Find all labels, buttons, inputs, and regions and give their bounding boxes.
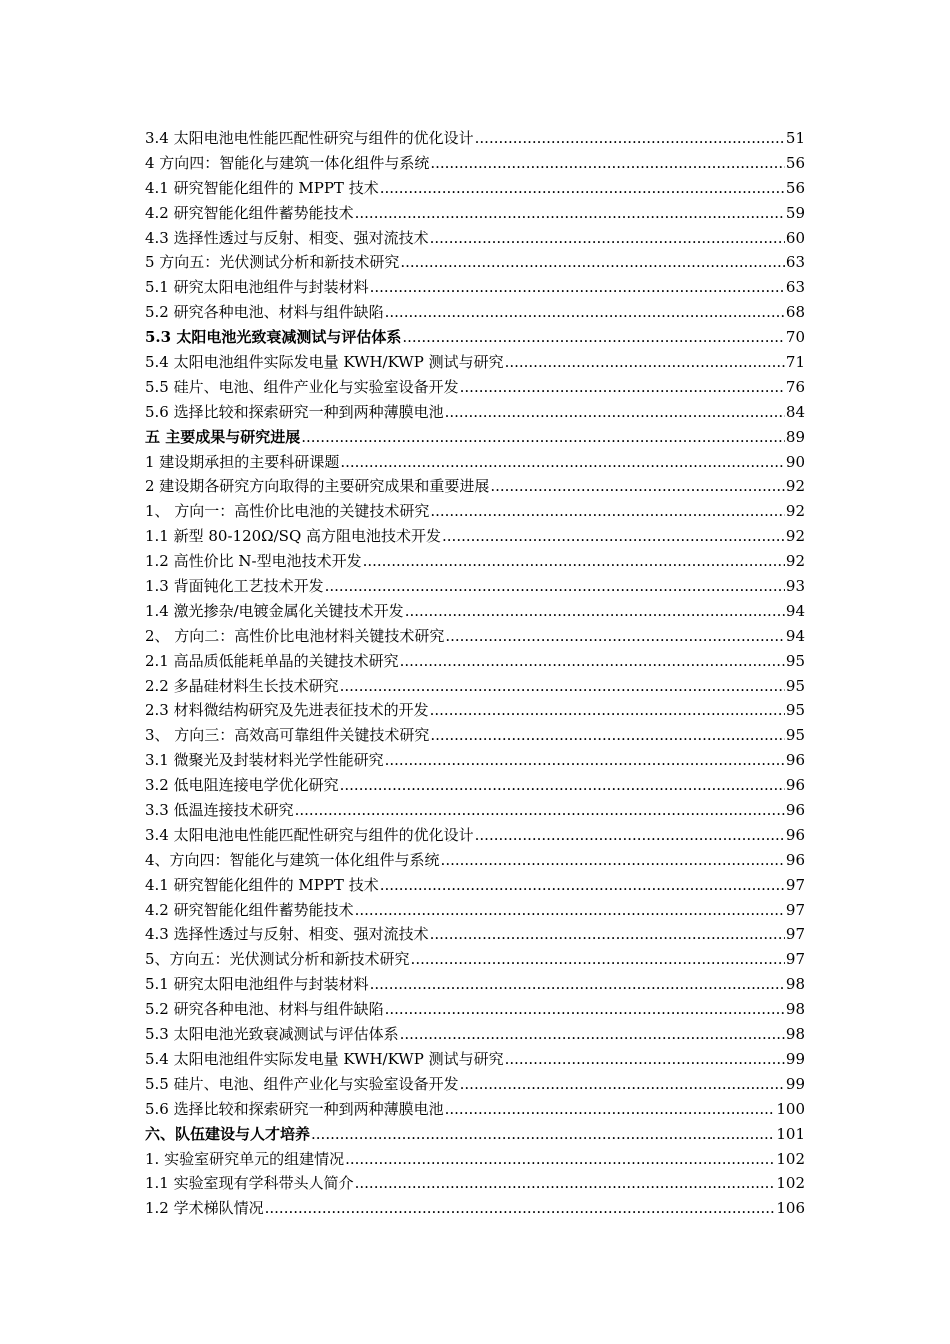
toc-entry-title: 五 主要成果与研究进展	[145, 427, 301, 446]
toc-entry[interactable]	[145, 1097, 805, 1122]
toc-entry-title: 5.4 太阳电池组件实际发电量 KWH/KWP 测试与研究	[145, 353, 504, 371]
toc-entry[interactable]	[145, 499, 805, 524]
toc-entry-page-number: 96	[785, 751, 805, 770]
toc-entry-title: 2、 方向二：高性价比电池材料关键技术研究	[145, 626, 445, 645]
toc-entry-page-number: 95	[785, 676, 805, 695]
toc-entry-page-number: 97	[785, 925, 805, 944]
toc-entry-page-number: 89	[785, 427, 805, 446]
toc-entry-title: 2.1 高品质低能耗单晶的关键技术研究	[145, 651, 399, 670]
toc-entry-title: 1.1 实验室现有学科带头人简介	[145, 1174, 354, 1193]
toc-dot-leader	[400, 1022, 785, 1047]
toc-entry[interactable]	[145, 126, 805, 151]
toc-entry-page-number: 93	[785, 577, 805, 596]
toc-entry[interactable]	[145, 1072, 805, 1097]
toc-dot-leader	[445, 624, 785, 649]
toc-entry-title: 1.3 背面钝化工艺技术开发	[145, 577, 324, 596]
toc-entry-title: 1、 方向一：高性价比电池的关键技术研究	[145, 502, 430, 521]
toc-dot-leader	[325, 574, 785, 599]
toc-entry[interactable]	[145, 275, 805, 300]
toc-dot-leader	[445, 1097, 776, 1122]
toc-entry[interactable]	[145, 823, 805, 848]
toc-entry-page-number: 95	[785, 651, 805, 670]
toc-dot-leader	[475, 126, 785, 151]
toc-dot-leader	[405, 599, 785, 624]
toc-dot-leader	[385, 300, 785, 325]
toc-entry-page-number: 98	[785, 1000, 805, 1019]
toc-entry-title: 2 建设期各研究方向取得的主要研究成果和重要进展	[145, 477, 490, 496]
toc-entry-page-number: 56	[785, 153, 805, 172]
toc-entry-page-number: 98	[785, 975, 805, 994]
toc-dot-leader	[442, 524, 785, 549]
toc-dot-leader	[385, 997, 785, 1022]
toc-entry-page-number: 99	[785, 1074, 805, 1093]
toc-entry[interactable]	[145, 599, 805, 624]
toc-dot-leader	[355, 898, 785, 923]
toc-entry-page-number: 102	[776, 1174, 805, 1193]
toc-entry-page-number: 101	[776, 1124, 805, 1143]
toc-entry[interactable]	[145, 325, 805, 350]
toc-entry[interactable]	[145, 300, 805, 325]
toc-dot-leader	[355, 1171, 776, 1196]
toc-entry-title: 5.6 选择比较和探索研究一种到两种薄膜电池	[145, 402, 444, 421]
toc-entry-page-number: 95	[785, 726, 805, 745]
toc-dot-leader	[445, 400, 785, 425]
toc-entry[interactable]	[145, 1196, 805, 1221]
toc-entry-page-number: 51	[785, 128, 805, 147]
toc-entry-page-number: 56	[785, 178, 805, 197]
toc-entry[interactable]	[145, 624, 805, 649]
toc-entry-page-number: 71	[785, 353, 805, 371]
toc-entry[interactable]	[145, 524, 805, 549]
toc-entry[interactable]	[145, 1022, 805, 1047]
toc-dot-leader	[380, 176, 785, 201]
toc-entry-title: 5.2 研究各种电池、材料与组件缺陷	[145, 303, 384, 322]
toc-entry-page-number: 94	[785, 601, 805, 620]
toc-entry-page-number: 96	[785, 850, 805, 869]
toc-entry-title: 4.2 研究智能化组件蓄势能技术	[145, 203, 354, 222]
toc-entry-title: 4 方向四：智能化与建筑一体化组件与系统	[145, 153, 430, 172]
toc-dot-leader	[430, 499, 785, 524]
toc-entry-page-number: 97	[785, 875, 805, 894]
toc-entry-page-number: 97	[785, 900, 805, 919]
toc-entry-title: 六、队伍建设与人才培养	[145, 1124, 311, 1143]
toc-entry[interactable]	[145, 698, 805, 723]
toc-entry[interactable]	[145, 176, 805, 201]
toc-entry[interactable]	[145, 848, 805, 873]
toc-entry-page-number: 95	[785, 701, 805, 720]
toc-dot-leader	[505, 1047, 785, 1072]
toc-entry-page-number: 60	[785, 228, 805, 247]
table-of-contents	[145, 126, 805, 1221]
toc-entry[interactable]	[145, 798, 805, 823]
toc-entry-title: 4.3 选择性透过与反射、相变、强对流技术	[145, 925, 429, 944]
toc-entry-title: 5.1 研究太阳电池组件与封装材料	[145, 278, 369, 297]
toc-dot-leader	[460, 375, 785, 400]
toc-entry-title: 5.3 太阳电池光致衰减测试与评估体系	[145, 1025, 399, 1044]
toc-entry[interactable]	[145, 972, 805, 997]
toc-entry[interactable]	[145, 151, 805, 176]
toc-entry-title: 5.2 研究各种电池、材料与组件缺陷	[145, 1000, 384, 1019]
toc-entry[interactable]	[145, 1147, 805, 1172]
toc-dot-leader	[400, 649, 785, 674]
toc-entry-title: 3、 方向三：高效高可靠组件关键技术研究	[145, 726, 430, 745]
toc-entry[interactable]	[145, 226, 805, 251]
toc-entry-title: 2.2 多晶硅材料生长技术研究	[145, 676, 339, 695]
toc-dot-leader	[505, 350, 785, 375]
toc-entry-page-number: 96	[785, 776, 805, 795]
toc-dot-leader	[355, 201, 785, 226]
toc-entry-page-number: 97	[785, 950, 805, 969]
toc-entry[interactable]	[145, 773, 805, 798]
toc-dot-leader	[411, 947, 785, 972]
toc-entry-title: 3.4 太阳电池电性能匹配性研究与组件的优化设计	[145, 825, 474, 844]
toc-dot-leader	[345, 1147, 775, 1172]
toc-entry[interactable]	[145, 375, 805, 400]
toc-dot-leader	[490, 474, 785, 499]
toc-entry-title: 3.3 低温连接技术研究	[145, 801, 294, 820]
toc-dot-leader	[370, 972, 785, 997]
toc-entry-page-number: 92	[785, 477, 805, 496]
toc-entry[interactable]	[145, 250, 805, 275]
toc-entry-page-number: 96	[785, 801, 805, 820]
toc-entry-title: 1.4 激光掺杂/电镀金属化关键技术开发	[145, 601, 404, 620]
toc-entry-title: 5.6 选择比较和探索研究一种到两种薄膜电池	[145, 1099, 444, 1118]
toc-entry-page-number: 102	[776, 1149, 805, 1168]
toc-entry-page-number: 59	[785, 203, 805, 222]
toc-entry-title: 4.1 研究智能化组件的 MPPT 技术	[145, 875, 379, 894]
toc-entry-title: 5、方向五：光伏测试分析和新技术研究	[145, 950, 410, 969]
toc-dot-leader	[340, 450, 785, 475]
toc-dot-leader	[430, 151, 785, 176]
toc-entry-title: 4.1 研究智能化组件的 MPPT 技术	[145, 178, 379, 197]
toc-entry[interactable]	[145, 997, 805, 1022]
toc-dot-leader	[385, 748, 785, 773]
toc-entry-title: 1.1 新型 80-120Ω/SQ 高方阻电池技术开发	[145, 527, 442, 546]
toc-dot-leader	[301, 425, 785, 450]
toc-entry-page-number: 70	[785, 328, 805, 347]
toc-entry-title: 3.4 太阳电池电性能匹配性研究与组件的优化设计	[145, 128, 474, 147]
toc-entry-title: 2.3 材料微结构研究及先进表征技术的开发	[145, 701, 429, 720]
toc-entry-page-number: 63	[785, 278, 805, 297]
toc-entry-page-number: 100	[776, 1099, 805, 1118]
toc-entry[interactable]	[145, 549, 805, 574]
toc-entry-title: 1.2 学术梯队情况	[145, 1199, 264, 1218]
toc-entry-page-number: 106	[776, 1199, 805, 1218]
toc-entry[interactable]	[145, 723, 805, 748]
toc-entry-page-number: 92	[785, 527, 805, 546]
toc-entry-title: 5.5 硅片、电池、组件产业化与实验室设备开发	[145, 377, 459, 396]
toc-entry[interactable]	[145, 748, 805, 773]
toc-entry-title: 4.3 选择性透过与反射、相变、强对流技术	[145, 228, 429, 247]
toc-entry-page-number: 92	[785, 502, 805, 521]
toc-entry-title: 5.4 太阳电池组件实际发电量 KWH/KWP 测试与研究	[145, 1049, 504, 1068]
toc-entry-page-number: 63	[785, 253, 805, 272]
toc-entry-page-number: 92	[785, 552, 805, 571]
toc-entry[interactable]	[145, 923, 805, 948]
toc-entry[interactable]	[145, 873, 805, 898]
toc-dot-leader	[402, 325, 785, 350]
toc-entry-page-number: 84	[785, 402, 805, 421]
toc-dot-leader	[430, 723, 785, 748]
toc-entry[interactable]	[145, 201, 805, 226]
toc-entry[interactable]	[145, 947, 805, 972]
toc-entry[interactable]	[145, 649, 805, 674]
toc-dot-leader	[430, 226, 785, 251]
toc-dot-leader	[295, 798, 785, 823]
toc-dot-leader	[460, 1072, 785, 1097]
toc-entry[interactable]	[145, 1122, 805, 1147]
toc-dot-leader	[370, 275, 785, 300]
toc-entry-title: 3.1 微聚光及封装材料光学性能研究	[145, 751, 384, 770]
toc-entry[interactable]	[145, 674, 805, 699]
toc-entry[interactable]	[145, 1047, 805, 1072]
toc-dot-leader	[441, 848, 785, 873]
toc-entry-page-number: 96	[785, 825, 805, 844]
toc-dot-leader	[340, 674, 785, 699]
toc-dot-leader	[475, 823, 785, 848]
toc-entry-title: 3.2 低电阻连接电学优化研究	[145, 776, 339, 795]
toc-entry[interactable]	[145, 898, 805, 923]
toc-dot-leader	[380, 873, 785, 898]
toc-entry-page-number: 99	[785, 1049, 805, 1068]
toc-entry[interactable]	[145, 450, 805, 475]
toc-dot-leader	[340, 773, 785, 798]
toc-dot-leader	[430, 698, 785, 723]
toc-entry-page-number: 98	[785, 1025, 805, 1044]
toc-entry[interactable]	[145, 350, 805, 375]
toc-entry-page-number: 94	[785, 626, 805, 645]
toc-dot-leader	[311, 1122, 775, 1147]
toc-entry-title: 1.2 高性价比 N-型电池技术开发	[145, 552, 362, 571]
toc-dot-leader	[430, 923, 785, 948]
toc-entry[interactable]	[145, 474, 805, 499]
toc-entry-title: 1. 实验室研究单元的组建情况	[145, 1149, 345, 1168]
toc-entry-title: 5.3 太阳电池光致衰减测试与评估体系	[145, 328, 402, 347]
toc-entry[interactable]	[145, 574, 805, 599]
toc-entry-title: 5 方向五：光伏测试分析和新技术研究	[145, 253, 400, 272]
toc-entry-title: 5.1 研究太阳电池组件与封装材料	[145, 975, 369, 994]
toc-entry-title: 4.2 研究智能化组件蓄势能技术	[145, 900, 354, 919]
toc-entry-page-number: 76	[785, 377, 805, 396]
toc-dot-leader	[363, 549, 785, 574]
toc-entry[interactable]	[145, 425, 805, 450]
toc-dot-leader	[400, 250, 785, 275]
toc-entry-title: 5.5 硅片、电池、组件产业化与实验室设备开发	[145, 1074, 459, 1093]
toc-entry[interactable]	[145, 1171, 805, 1196]
toc-entry-title: 4、方向四：智能化与建筑一体化组件与系统	[145, 850, 440, 869]
toc-entry-title: 1 建设期承担的主要科研课题	[145, 452, 340, 471]
toc-dot-leader	[265, 1196, 776, 1221]
toc-entry-page-number: 90	[785, 452, 805, 471]
toc-entry[interactable]	[145, 400, 805, 425]
toc-entry-page-number: 68	[785, 303, 805, 322]
